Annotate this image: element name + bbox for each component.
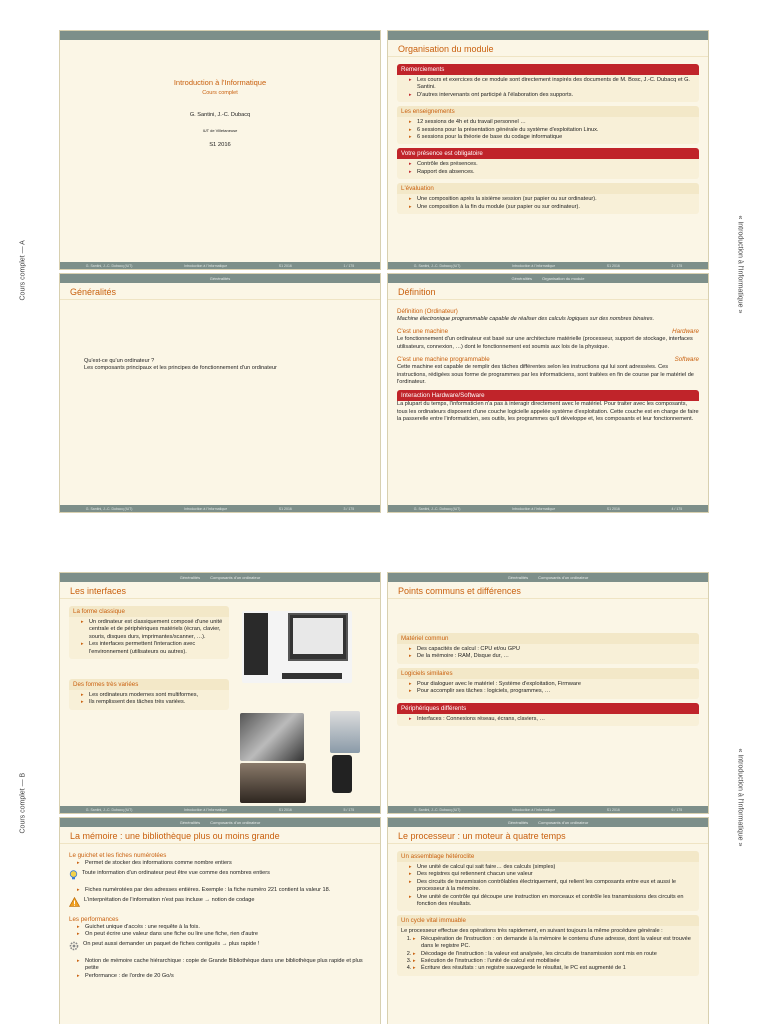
list-item: ▸ Des registres qui retiennent chacun une valeur	[409, 871, 695, 878]
list-item: ▸ 6 sessions pour la théorie de base du codage informatique	[409, 134, 695, 141]
header-section: Généralités	[209, 276, 231, 281]
block-title: Un assemblage hétéroclite	[397, 851, 699, 862]
list-item: ▸ Performance : de l'ordre de 20 Go/s	[77, 973, 371, 980]
header-subsection: Organisation du module	[541, 276, 585, 281]
footer-authors: G. Santini, J.-C. Dubacq (IUT)	[413, 263, 461, 268]
warning-icon	[69, 897, 80, 910]
step-item: ▸ 2. Décodage de l'instruction : la valeur est analysée, les circuits de transmission sont mis en route	[413, 951, 695, 958]
block-hardware	[397, 327, 699, 351]
block-title: C'est une machine programmable	[397, 356, 490, 364]
presentation-title: Introduction à l'Informatique	[173, 78, 267, 87]
block-tag: Hardware	[672, 328, 699, 336]
block-assemblage	[397, 851, 699, 911]
list-item: ▸ Pour accomplir ses tâches : logiciels, programmes, …	[409, 688, 695, 695]
header-section: Généralités	[507, 575, 529, 580]
footer-course: Introduction à l'Informatique	[184, 263, 228, 268]
list-item: ▸ Permet de stocker des informations comme nombre entiers	[77, 860, 371, 867]
list-item: ▸ On peut écrire une valeur dans une fiche ou lire une fiche, rien d'autre	[77, 931, 371, 938]
list-item: ▸ 12 sessions de 4h et du travail personnel …	[409, 119, 695, 126]
header-subsection: Composants d'un ordinateur	[210, 575, 261, 580]
note-text: L'interprétation de l'information n'est pas incluse → notion de codage	[84, 897, 255, 904]
car-dashboard-image	[240, 763, 306, 803]
footer-term: S1 2016	[278, 263, 292, 268]
slide-title: La mémoire : une bibliothèque plus ou moins grande	[60, 827, 380, 844]
block-title: Périphériques différents	[397, 703, 699, 714]
block-enseignements	[397, 106, 699, 144]
slide-title: Généralités	[60, 283, 380, 300]
list-item: ▸ Une composition à la fin du module (sur papier ou sur ordinateur).	[409, 204, 695, 211]
footer-term: S1 2016	[606, 263, 620, 268]
block-materiel-commun	[397, 633, 699, 664]
list-item: ▸ Les interfaces permettent l'interaction avec l'environnement (utilisateurs ou autres).	[81, 641, 225, 656]
footer-authors: G. Santini, J.-C. Dubacq (IUT)	[413, 506, 461, 511]
phone-image	[332, 755, 352, 793]
list-item: ▸ Un ordinateur est classiquement composé d'une unité centrale et de périphériques matériels (écran, clavier, souris, disques durs, imprimantes/scanner, …).	[81, 619, 225, 641]
text-line: Qu'est-ce qu'un ordinateur ?	[84, 358, 155, 364]
side-label-b-left: Cours complet — B	[19, 772, 27, 834]
desktop-computer-image	[242, 611, 352, 683]
step-item: ▸ 1. Récupération de l'instruction : on demande à la mémoire le contenu d'une adresse, dont la valeur est trouvée dans le registre PC.	[413, 936, 695, 951]
block-forme-classique	[69, 606, 229, 659]
footer-page: 2 / 175	[671, 263, 683, 268]
text-line: Les composants principaux et les principes de fonctionnement d'un ordinateur	[84, 365, 277, 372]
slide-memoire	[59, 817, 381, 1024]
block-text: Cette machine est capable de remplir des tâches différentes selon les instructions qui lui sont adressées. Ces instructions, rédigées sous forme de programmes par les informaticiens, sont traitées en fin de course par le matériel de l'ordinateur.	[397, 364, 694, 386]
block-cycle	[397, 915, 699, 975]
side-label-a-left: Cours complet — A	[19, 240, 27, 301]
header-bar	[60, 818, 380, 827]
list-item: ▸ Interfaces : Connexions réseau, écrans, claviers, …	[409, 716, 695, 723]
block-interaction	[397, 390, 699, 423]
block-remerciements	[397, 64, 699, 102]
footer-course: Introduction à l'Informatique	[512, 263, 556, 268]
list-item: ▸ Fiches numérotées par des adresses entières. Exemple : la fiche numéro 221 contient la valeur 18.	[77, 887, 371, 894]
block-title: Des formes très variées	[69, 679, 229, 690]
header-section: Généralités	[179, 575, 201, 580]
slide-interfaces	[59, 572, 381, 814]
list-item: ▸ Notion de mémoire cache hiérarchique : copie de Grande Bibliothèque dans une bibliothèque plus rapide et plus petite	[77, 958, 371, 973]
footer-course: Introduction à l'Informatique	[512, 506, 556, 511]
presentation-subtitle: Cours complet	[202, 90, 238, 96]
footer-page: 3 / 175	[343, 506, 355, 511]
side-label-a-right: « Introduction à l'Informatique »	[736, 215, 744, 314]
footer-page: 4 / 175	[671, 506, 683, 511]
footer-authors: G. Santini, J.-C. Dubacq (IUT)	[85, 263, 133, 268]
block-guichet	[69, 851, 371, 911]
block-formes-variees	[69, 679, 229, 710]
header-bar	[388, 274, 708, 283]
block-title: Les enseignements	[397, 106, 699, 117]
footer-course: Introduction à l'Informatique	[184, 506, 228, 511]
header-bar	[388, 31, 708, 40]
laptop-image	[240, 713, 304, 761]
footer-course: Introduction à l'Informatique	[184, 807, 228, 812]
block-text: Machine électronique programmable capable de réaliser des calculs logiques sur des nombres binaires.	[397, 316, 655, 322]
step-item: ▸ 3. Exécution de l'instruction : l'unité de calcul est mobilisée	[413, 958, 695, 965]
footer-page: 6 / 175	[671, 807, 683, 812]
block-title: Un cycle vital immuable	[397, 915, 699, 926]
footer-authors: G. Santini, J.-C. Dubacq (IUT)	[413, 807, 461, 812]
block-peripheriques	[397, 703, 699, 726]
footer-bar	[60, 262, 380, 269]
slide-organisation	[387, 30, 709, 270]
list-item: ▸ Ils remplissent des tâches très variées.	[81, 699, 225, 706]
block-title: La forme classique	[69, 606, 229, 617]
block-title: Matériel commun	[397, 633, 699, 644]
block-presence	[397, 148, 699, 179]
list-item: ▸ Une composition après la sixième session (sur papier ou sur ordinateur).	[409, 196, 695, 203]
slide-processeur	[387, 817, 709, 1024]
footer-page: 1 / 175	[343, 263, 355, 268]
block-logiciels	[397, 668, 699, 699]
slide-points-communs	[387, 572, 709, 814]
footer-bar	[388, 262, 708, 269]
list-item: ▸ Une unité de contrôle qui découpe une instruction en morceaux et contrôle les transmissions des circuits en fonction des résultats.	[409, 894, 695, 909]
header-bar	[60, 31, 380, 40]
lightbulb-icon	[69, 870, 78, 883]
header-section: Généralités	[179, 820, 201, 825]
block-title: Le guichet et les fiches numérotées	[69, 852, 167, 859]
footer-authors: G. Santini, J.-C. Dubacq (IUT)	[85, 506, 133, 511]
block-title: C'est une machine	[397, 328, 449, 336]
step-item: ▸ 4. Écriture des résultats : un registre sauvegarde le résultat, le PC est augmenté de 1	[413, 965, 695, 972]
header-bar	[388, 818, 708, 827]
block-text: Le fonctionnement d'un ordinateur est basé sur une architecture matérielle (processeur, support de stockage, interfaces utilisateurs, connexion, …) dont le fonctionnement est soumis aux lois de la physique.	[397, 336, 693, 350]
block-evaluation	[397, 183, 699, 214]
presentation-date: S1 2016	[209, 142, 231, 148]
presentation-authors: G. Santini, J.-C. Dubacq	[189, 112, 251, 118]
block-definition	[397, 307, 699, 323]
list-item: ▸ Contrôle des présences.	[409, 161, 695, 168]
gear-icon	[69, 941, 79, 954]
footer-authors: G. Santini, J.-C. Dubacq (IUT)	[85, 807, 133, 812]
list-item: ▸ Des capacités de calcul : CPU et/ou GPU	[409, 646, 695, 653]
slide-definition	[387, 273, 709, 513]
footer-term: S1 2016	[606, 807, 620, 812]
list-item: ▸ Guichet unique d'accès : une requête à la fois.	[77, 924, 371, 931]
presentation-institution: IUT de Villetaneuse	[202, 128, 238, 133]
block-software	[397, 355, 699, 386]
slide-generalites	[59, 273, 381, 513]
block-tag: Software	[674, 356, 699, 364]
header-bar	[388, 573, 708, 582]
list-item: ▸ D'autres intervenants ont participé à l'élaboration des supports.	[409, 92, 695, 99]
list-item: ▸ 6 sessions pour la présentation générale du système d'exploitation Linux.	[409, 127, 695, 134]
slide-title: Points communs et différences	[388, 582, 708, 599]
block-title: Les performances	[69, 915, 119, 923]
footer-bar	[388, 806, 708, 813]
list-item: ▸ De la mémoire : RAM, Disque dur, …	[409, 653, 695, 660]
list-item: ▸ Pour dialoguer avec le matériel : Système d'exploitation, Firmware	[409, 681, 695, 688]
header-subsection: Composants d'un ordinateur	[210, 820, 261, 825]
footer-page: 5 / 175	[343, 807, 355, 812]
header-section: Généralités	[511, 276, 532, 281]
block-text: Le processeur effectue des opérations très rapidement, en suivant toujours la même procédure générale :	[401, 928, 663, 935]
side-label-b-right: « Introduction à l'Informatique »	[736, 748, 744, 847]
block-title: L'évaluation	[397, 183, 699, 194]
list-item: ▸ Une unité de calcul qui sait faire… des calculs (simples)	[409, 864, 695, 871]
block-title: Interaction Hardware/Software	[397, 390, 699, 401]
footer-bar	[60, 505, 380, 512]
header-bar	[60, 274, 380, 283]
footer-term: S1 2016	[606, 506, 620, 511]
footer-term: S1 2016	[278, 807, 292, 812]
list-item: ▸ Les ordinateurs modernes sont multiformes,	[81, 692, 225, 699]
footer-bar	[388, 505, 708, 512]
block-title: Votre présence est obligatoire	[397, 148, 699, 159]
block-title: Logiciels similaires	[397, 668, 699, 679]
header-subsection: Composants d'un ordinateur	[538, 575, 589, 580]
footer-course: Introduction à l'Informatique	[512, 807, 556, 812]
note-text: On peut aussi demander un paquet de fiches contiguës → plus rapide !	[83, 941, 260, 948]
slide-title	[59, 30, 381, 270]
footer-bar	[60, 806, 380, 813]
list-item: ▸ Rapport des absences.	[409, 169, 695, 176]
header-section: Généralités	[507, 820, 529, 825]
header-bar	[60, 573, 380, 582]
block-text: La plupart du temps, l'informaticien n'a pas à interagir directement avec le matériel. Pour traiter avec les composants, tous les ordinateurs disposent d'une couche logicielle appelée système d'exploitation. Cette couche est en charge de faire la passerelle entre l'informaticien, ses outils, les programmes qu'il développe et, les composants et leur fonctionnement.	[397, 401, 699, 423]
slide-title: Les interfaces	[60, 582, 380, 599]
footer-term: S1 2016	[278, 506, 292, 511]
block-title: Définition (Ordinateur)	[397, 308, 458, 315]
block-title: Remerciements	[397, 64, 699, 75]
header-subsection: Composants d'un ordinateur	[538, 820, 589, 825]
block-performances	[69, 915, 371, 980]
slide-title: Le processeur : un moteur à quatre temps	[388, 827, 708, 844]
slide-title: Définition	[388, 283, 708, 300]
list-item: ▸ Les cours et exercices de ce module sont directement inspirés des documents de M. Bosc, J.-C. Dubacq et G. Santini.	[409, 77, 695, 92]
robot-image	[330, 711, 360, 753]
note-text: Toute information d'un ordinateur peut être vue comme des nombres entiers	[82, 870, 270, 877]
list-item: ▸ Des circuits de transmission contrôlables électriquement, qui relient les composants entre eux et aussi le processeur à la mémoire.	[409, 879, 695, 894]
slide-title: Organisation du module	[388, 40, 708, 57]
